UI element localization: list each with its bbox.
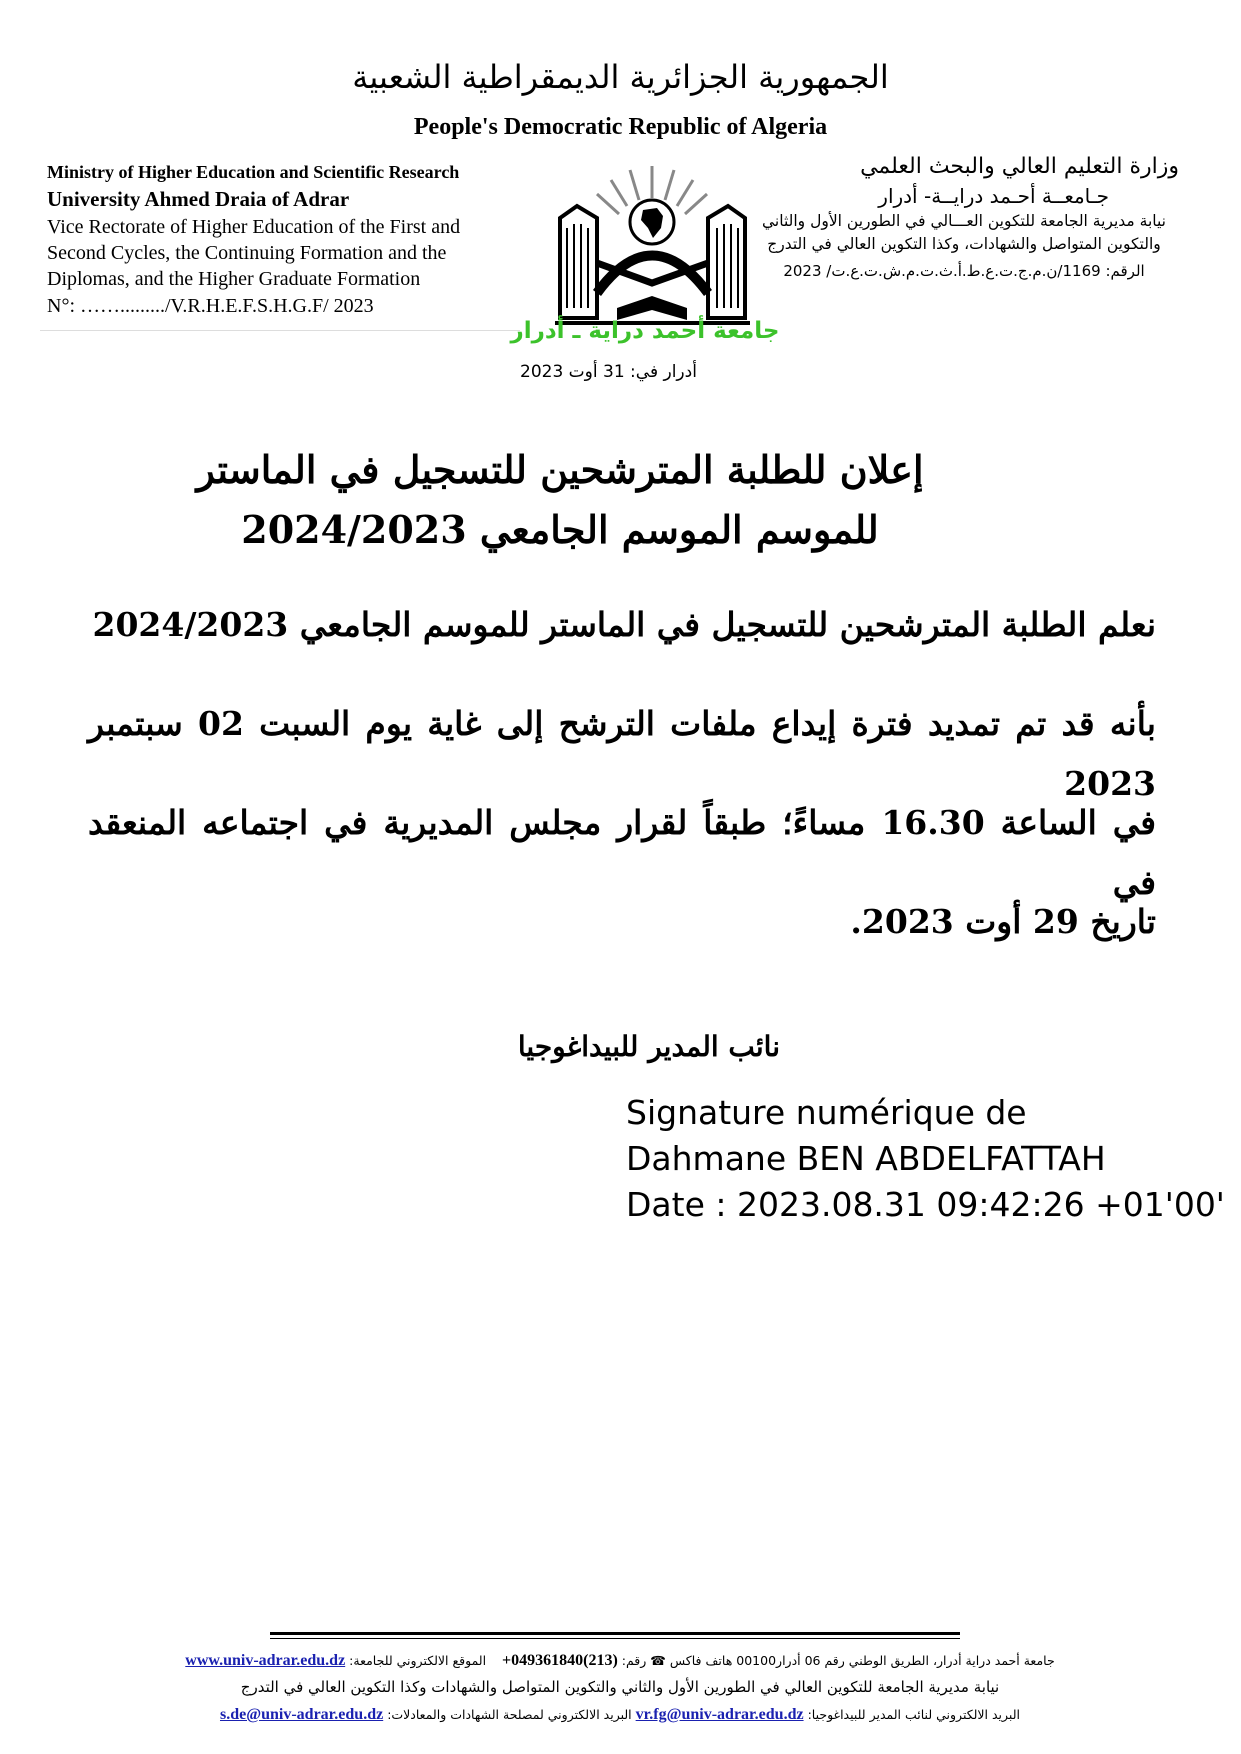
vice-rectorate-ar: نيابة مديرية الجامعة للتكوين العـــالي في الطورين الأول والثاني والتكوين المتواصل والشهادات، وكذا التكوين العالي في التدرج	[762, 212, 1166, 253]
title-line-1: إعلان للطلبة المترشحين للتسجيل في الماستر	[196, 447, 924, 492]
country-name-en: People's Democratic Republic of Algeria	[413, 114, 828, 140]
body-line-3: في الساعة 16.30 مساءً؛ طبقاً لقرار مجلس المديرية في اجتماعه المنعقد في	[88, 803, 1156, 902]
footer-phone: (213)049361840+	[502, 1652, 618, 1669]
place-date: أدرار في: 31 أوت 2023	[520, 362, 697, 382]
vice-rectorate-en-1: Vice Rectorate of Higher Education of the First and	[47, 216, 461, 238]
header-right-ar	[749, 152, 1179, 282]
reference-number-en: N°: ……........./V.R.H.E.F.S.H.G.F/ 2023	[47, 295, 374, 317]
footer-email-dipl-label: البريد الالكتروني لمصلحة الشهادات والمعادلات:	[387, 1707, 632, 1722]
footer-directorate: نيابة مديرية الجامعة للتكوين العالي في الطورين الأول والثاني والتكوين المتواصل والشهادات وكذا التكوين العالي في التدرج	[240, 1678, 1000, 1696]
footer-email-dipl-link[interactable]: s.de@univ-adrar.edu.dz	[219, 1706, 384, 1723]
body-line-4: تاريخ 29 أوت 2023.	[850, 902, 1156, 941]
announcement-title	[150, 440, 970, 560]
body-line-2: بأنه قد تم تمديد فترة إيداع ملفات الترشح إلى غاية يوم السبت 02 سبتمبر 2023	[88, 704, 1156, 803]
body-line-1: نعلم الطلبة المترشحين للتسجيل في الماستر للموسم الجامعي 2024/2023	[92, 605, 1156, 644]
vice-rectorate-en-3: Diplomas, and the Higher Graduate Formation	[47, 268, 421, 290]
digital-signature	[626, 1090, 1225, 1228]
digital-signature-line-3: Date : 2023.08.31 09:42:26 +01'00'	[626, 1185, 1225, 1224]
footer-address: جامعة أحمد دراية أدرار، الطريق الوطني رقم 06 أدرار00100 هاتف فاكس ☎ رقم:	[621, 1653, 1055, 1668]
footer-email-ped-link[interactable]: vr.fg@univ-adrar.edu.dz	[635, 1706, 804, 1723]
footer-rule-thick	[270, 1632, 960, 1635]
university-ar: جـامعــة أحـمد درايــة- أدرار	[878, 184, 1109, 208]
footer-website-link[interactable]: www.univ-adrar.edu.dz	[185, 1652, 346, 1669]
title-line-2: للموسم الموسم الجامعي 2024/2023	[241, 507, 879, 552]
footer-rule-thin	[270, 1638, 960, 1639]
university-en: University Ahmed Draia of Adrar	[47, 187, 350, 211]
footer-contact-line	[120, 1652, 1120, 1670]
ministry-ar: وزارة التعليم العالي والبحث العلمي	[860, 154, 1179, 179]
vice-rectorate-en-2: Second Cycles, the Continuing Formation and the	[47, 242, 447, 264]
announcement-body	[88, 595, 1156, 991]
footer-website-label: الموقع الالكتروني للجامعة:	[349, 1653, 487, 1668]
header-left-en	[47, 160, 517, 320]
footer-email-line	[120, 1706, 1120, 1724]
ministry-en: Ministry of Higher Education and Scientific Research	[47, 162, 460, 182]
signatory-title: نائب المدير للبيداغوجيا	[517, 1030, 780, 1063]
logo-caption: جامعة أحمد دراية ـ أدرار	[510, 318, 780, 344]
header-divider	[40, 330, 520, 331]
reference-number-ar: الرقم: 1169/ن.م.ج.ت.ع.ط.أ.ث.ت.م.ش.ت.ع.ت/ 2023	[783, 262, 1145, 280]
digital-signature-line-2: Dahmane BEN ABDELFATTAH	[626, 1139, 1106, 1178]
country-name-ar: الجمهورية الجزائرية الديمقراطية الشعبية	[352, 58, 889, 96]
digital-signature-line-1: Signature numérique de	[626, 1093, 1027, 1132]
footer-email-ped-label: البريد الالكتروني لنائب المدير للبيداغوجيا:	[807, 1707, 1020, 1722]
